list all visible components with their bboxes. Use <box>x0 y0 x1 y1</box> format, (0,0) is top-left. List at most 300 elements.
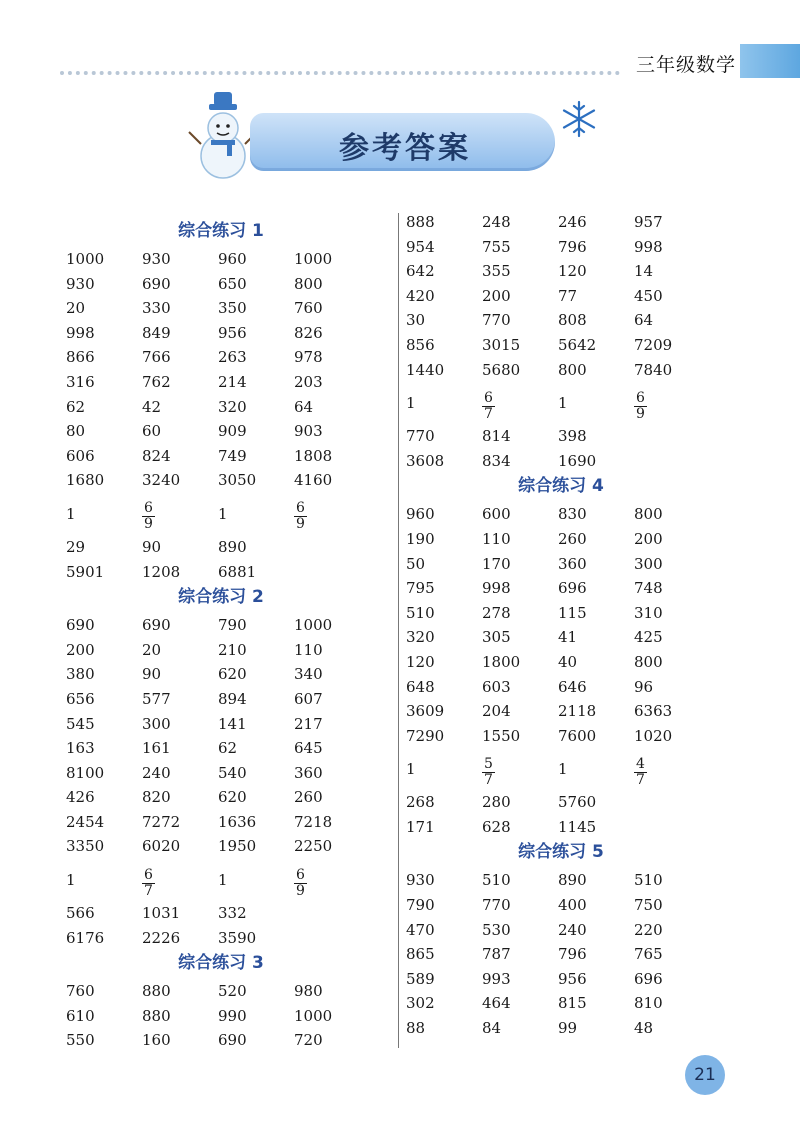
answer-cell: 204 <box>482 702 511 721</box>
answer-row <box>406 790 726 815</box>
answer-cell: 203 <box>294 372 323 391</box>
answer-cell: 990 <box>218 1006 247 1025</box>
fraction <box>142 501 155 532</box>
answer-row <box>66 810 386 835</box>
answer-cell: 755 <box>482 237 511 256</box>
answers-right-column <box>406 210 726 1041</box>
answer-row <box>406 210 726 235</box>
answer-cell: 808 <box>558 311 587 330</box>
answer-cell: 998 <box>482 579 511 598</box>
answer-cell: 80 <box>66 422 86 441</box>
answer-cell <box>142 495 218 532</box>
answer-cell: 957 <box>634 213 663 231</box>
answer-cell: 40 <box>558 652 578 671</box>
answer-cell: 240 <box>558 920 587 939</box>
answer-cell: 60 <box>142 422 162 441</box>
answer-cell: 170 <box>482 554 511 573</box>
numerator: 6 <box>636 389 645 406</box>
answer-row <box>66 1004 386 1029</box>
answer-cell: 260 <box>294 788 323 807</box>
answer-cell: 7218 <box>294 812 333 831</box>
answer-cell: 420 <box>406 286 435 305</box>
answer-cell: 48 <box>634 1019 654 1038</box>
answer-cell: 330 <box>142 299 171 318</box>
denominator: 7 <box>636 771 645 788</box>
answer-row <box>66 785 386 810</box>
answer-cell: 690 <box>66 616 95 635</box>
answer-cell: 240 <box>142 763 171 782</box>
answer-cell: 550 <box>66 1031 95 1050</box>
answer-cell: 956 <box>558 969 587 988</box>
answer-cell: 1000 <box>294 1006 333 1025</box>
answer-cell: 41 <box>558 628 578 647</box>
answer-cell: 956 <box>218 323 247 342</box>
answer-cell: 2226 <box>142 928 181 947</box>
answer-cell: 606 <box>66 446 95 465</box>
answer-cell: 2118 <box>558 702 597 721</box>
answer-cell: 20 <box>142 640 162 659</box>
denominator: 9 <box>144 516 153 533</box>
answer-cell: 3240 <box>142 471 181 490</box>
answer-cell: 300 <box>142 714 171 733</box>
answer-cell <box>294 862 370 899</box>
answer-cell: 765 <box>634 945 663 964</box>
answer-row <box>406 1016 726 1041</box>
answer-cell: 1800 <box>482 652 521 671</box>
answer-cell: 6881 <box>218 562 257 581</box>
answer-cell: 3015 <box>482 335 521 354</box>
answer-cell: 993 <box>482 969 511 988</box>
answer-cell: 5642 <box>558 335 597 354</box>
answer-row <box>406 552 726 577</box>
answer-cell: 88 <box>406 1019 426 1038</box>
answer-cell: 280 <box>482 793 511 812</box>
fraction <box>294 868 307 899</box>
column-divider <box>398 213 399 1048</box>
numerator: 6 <box>144 866 153 883</box>
numerator: 4 <box>636 755 645 772</box>
answer-row <box>66 296 386 321</box>
answer-cell: 865 <box>406 945 435 964</box>
answer-cell: 894 <box>218 689 247 708</box>
section-answers <box>66 247 386 584</box>
answer-cell: 2454 <box>66 812 105 831</box>
section-answers <box>66 613 386 950</box>
answer-cell: 260 <box>558 529 587 548</box>
answer-cell: 760 <box>66 982 95 1001</box>
answer-cell: 909 <box>218 422 247 441</box>
answer-row <box>406 724 726 749</box>
answer-cell <box>294 495 370 532</box>
answer-cell: 690 <box>142 616 171 635</box>
numerator: 5 <box>484 755 493 772</box>
answer-cell: 766 <box>142 348 171 367</box>
section-title: 综合练习 5 <box>518 842 604 863</box>
answer-cell: 20 <box>66 299 86 318</box>
answer-cell: 3609 <box>406 702 445 721</box>
answer-row <box>66 926 386 951</box>
answer-cell: 696 <box>558 579 587 598</box>
answer-cell: 930 <box>406 871 435 890</box>
answer-cell: 824 <box>142 446 171 465</box>
answer-cell: 278 <box>482 603 511 622</box>
answer-cell: 7600 <box>558 726 597 745</box>
answer-cell: 320 <box>406 628 435 647</box>
answer-cell: 1808 <box>294 446 333 465</box>
answer-cell: 856 <box>406 335 435 354</box>
answer-cell: 190 <box>406 529 435 548</box>
answer-cell: 749 <box>218 446 247 465</box>
answer-cell: 866 <box>66 348 95 367</box>
answer-cell: 1550 <box>482 726 521 745</box>
answer-cell: 540 <box>218 763 247 782</box>
answer-row <box>66 687 386 712</box>
answer-row <box>66 712 386 737</box>
answer-cell: 160 <box>142 1031 171 1050</box>
answer-row <box>66 1028 386 1053</box>
answer-cell: 263 <box>218 348 247 367</box>
answer-cell: 880 <box>142 982 171 1001</box>
numerator: 6 <box>484 389 493 406</box>
answer-row <box>66 493 386 535</box>
answer-cell: 5760 <box>558 793 597 812</box>
section-answers <box>406 868 726 1040</box>
answer-cell: 954 <box>406 237 435 256</box>
answer-cell: 1145 <box>558 817 597 836</box>
banner-title: 参考答案 <box>339 131 471 166</box>
answer-cell: 510 <box>482 871 511 890</box>
answer-row <box>406 424 726 449</box>
answer-cell: 762 <box>142 372 171 391</box>
answer-cell: 930 <box>66 274 95 293</box>
header-tab-decoration <box>740 44 800 78</box>
answer-cell: 115 <box>558 603 587 622</box>
answer-cell: 96 <box>634 677 654 696</box>
answer-cell: 200 <box>482 286 511 305</box>
numerator: 6 <box>144 500 153 517</box>
answer-cell: 163 <box>66 739 95 758</box>
answer-cell: 77 <box>558 286 578 305</box>
denominator: 7 <box>144 882 153 899</box>
answer-cell: 790 <box>218 616 247 635</box>
answer-cell: 4160 <box>294 471 333 490</box>
answer-row <box>406 358 726 383</box>
answer-cell: 566 <box>66 904 95 923</box>
answer-cell: 787 <box>482 945 511 964</box>
answer-cell: 360 <box>294 763 323 782</box>
answer-cell: 589 <box>406 969 435 988</box>
answer-cell: 1 <box>406 393 416 412</box>
answer-row <box>406 333 726 358</box>
answer-cell: 7840 <box>634 360 673 379</box>
answer-cell: 1 <box>558 393 568 412</box>
answer-row <box>406 625 726 650</box>
answer-cell: 834 <box>482 451 511 470</box>
answer-cell: 820 <box>142 788 171 807</box>
answer-cell: 620 <box>218 788 247 807</box>
answer-cell: 1000 <box>294 250 333 268</box>
answer-row <box>66 859 386 901</box>
fraction <box>634 757 647 788</box>
denominator: 9 <box>296 516 305 533</box>
answer-cell: 30 <box>406 311 426 330</box>
answer-cell: 99 <box>558 1019 578 1038</box>
answer-cell: 398 <box>558 427 587 446</box>
answer-cell: 3050 <box>218 471 257 490</box>
answer-cell: 998 <box>634 237 663 256</box>
answer-cell: 620 <box>218 665 247 684</box>
section-title: 综合练习 3 <box>178 953 264 974</box>
answer-row <box>66 468 386 493</box>
answer-cell: 310 <box>634 603 663 622</box>
answer-cell: 800 <box>294 274 323 293</box>
answer-cell: 3350 <box>66 837 105 856</box>
answer-row <box>406 449 726 474</box>
answer-cell: 2250 <box>294 837 333 856</box>
fraction <box>634 391 647 422</box>
answer-row <box>406 699 726 724</box>
answer-cell: 400 <box>558 896 587 915</box>
answer-cell: 332 <box>218 904 247 923</box>
answer-row <box>66 444 386 469</box>
answer-cell: 810 <box>634 994 663 1013</box>
answer-cell: 770 <box>482 896 511 915</box>
answer-cell: 1636 <box>218 812 257 831</box>
answer-cell: 960 <box>218 250 247 268</box>
answer-cell: 29 <box>66 537 86 556</box>
answer-cell: 6176 <box>66 928 105 947</box>
answer-cell: 110 <box>294 640 323 659</box>
answer-cell: 110 <box>482 529 511 548</box>
answer-cell: 1 <box>558 759 568 778</box>
answer-cell: 770 <box>482 311 511 330</box>
answer-cell: 426 <box>66 788 95 807</box>
answer-cell: 450 <box>634 286 663 305</box>
answer-cell <box>634 751 710 788</box>
answer-cell: 980 <box>294 982 323 1001</box>
answer-cell: 3590 <box>218 928 257 947</box>
answer-cell: 648 <box>406 677 435 696</box>
answer-cell: 217 <box>294 714 323 733</box>
answer-cell: 510 <box>634 871 663 890</box>
answer-cell: 470 <box>406 920 435 939</box>
page-number: 21 <box>685 1055 725 1095</box>
answer-cell: 1950 <box>218 837 257 856</box>
answer-cell: 826 <box>294 323 323 342</box>
answer-cell: 64 <box>634 311 654 330</box>
section-answers <box>406 502 726 839</box>
answer-row <box>66 560 386 585</box>
answer-cell: 141 <box>218 714 247 733</box>
answer-cell: 200 <box>634 529 663 548</box>
answer-cell: 1 <box>406 759 416 778</box>
answer-row <box>66 247 386 272</box>
section-answers <box>66 979 386 1053</box>
answer-cell: 161 <box>142 739 171 758</box>
answer-row <box>66 345 386 370</box>
answer-cell: 248 <box>482 213 511 231</box>
answer-row <box>406 893 726 918</box>
answer-cell: 880 <box>142 1006 171 1025</box>
section-title: 综合练习 4 <box>518 476 604 497</box>
answer-cell: 748 <box>634 579 663 598</box>
answer-cell: 302 <box>406 994 435 1013</box>
answer-cell: 690 <box>218 1031 247 1050</box>
answer-cell <box>482 751 558 788</box>
answer-cell: 642 <box>406 262 435 281</box>
answer-row <box>66 419 386 444</box>
answer-cell: 7272 <box>142 812 181 831</box>
answer-cell: 6020 <box>142 837 181 856</box>
answer-row <box>406 650 726 675</box>
answer-row <box>66 613 386 638</box>
answer-cell: 800 <box>634 505 663 524</box>
answer-row <box>66 736 386 761</box>
fraction <box>294 501 307 532</box>
answer-cell: 200 <box>66 640 95 659</box>
answer-cell: 6363 <box>634 702 673 721</box>
answer-cell <box>142 862 218 899</box>
answer-row <box>406 502 726 527</box>
answer-cell: 64 <box>294 397 314 416</box>
answer-cell: 795 <box>406 579 435 598</box>
answer-cell: 796 <box>558 945 587 964</box>
answer-cell: 7290 <box>406 726 445 745</box>
answer-cell: 750 <box>634 896 663 915</box>
answer-row <box>406 675 726 700</box>
answer-row <box>66 370 386 395</box>
answer-cell: 998 <box>66 323 95 342</box>
answer-cell: 800 <box>634 652 663 671</box>
answer-row <box>66 535 386 560</box>
answer-cell: 7209 <box>634 335 673 354</box>
answer-cell: 510 <box>406 603 435 622</box>
answer-cell: 90 <box>142 665 162 684</box>
answer-cell: 600 <box>482 505 511 524</box>
denominator: 9 <box>296 882 305 899</box>
answer-cell: 62 <box>218 739 238 758</box>
answer-cell: 814 <box>482 427 511 446</box>
answer-cell: 1208 <box>142 562 181 581</box>
numerator: 6 <box>296 500 305 517</box>
answer-row <box>406 382 726 424</box>
answer-row <box>406 918 726 943</box>
answer-cell: 760 <box>294 299 323 318</box>
answer-cell: 14 <box>634 262 654 281</box>
answer-cell: 530 <box>482 920 511 939</box>
answer-cell: 1 <box>218 870 228 889</box>
answer-cell: 790 <box>406 896 435 915</box>
fraction <box>482 757 495 788</box>
answer-cell: 645 <box>294 739 323 758</box>
answer-cell: 464 <box>482 994 511 1013</box>
answer-row <box>66 979 386 1004</box>
answer-cell: 607 <box>294 689 323 708</box>
denominator: 7 <box>484 405 493 422</box>
answer-cell: 1 <box>218 504 228 523</box>
answer-cell: 903 <box>294 422 323 441</box>
answer-cell: 42 <box>142 397 162 416</box>
answer-row <box>66 662 386 687</box>
answer-cell: 305 <box>482 628 511 647</box>
answer-cell: 849 <box>142 323 171 342</box>
answer-cell: 577 <box>142 689 171 708</box>
answer-cell: 1031 <box>142 904 181 923</box>
answer-row <box>406 748 726 790</box>
answer-row <box>66 395 386 420</box>
answer-cell: 50 <box>406 554 426 573</box>
answer-cell: 650 <box>218 274 247 293</box>
answer-row <box>66 834 386 859</box>
answer-cell: 545 <box>66 714 95 733</box>
answer-row <box>66 761 386 786</box>
answer-cell: 520 <box>218 982 247 1001</box>
answer-cell: 214 <box>218 372 247 391</box>
answer-row <box>406 259 726 284</box>
fraction <box>482 391 495 422</box>
answer-cell: 350 <box>218 299 247 318</box>
answer-cell: 628 <box>482 817 511 836</box>
answer-row <box>406 942 726 967</box>
answer-cell: 1440 <box>406 360 445 379</box>
answer-row <box>406 601 726 626</box>
answer-cell: 210 <box>218 640 247 659</box>
answer-row <box>66 321 386 346</box>
answer-cell: 171 <box>406 817 435 836</box>
answer-cell: 930 <box>142 250 171 268</box>
answer-cell: 5680 <box>482 360 521 379</box>
answer-cell: 720 <box>294 1031 323 1050</box>
fraction <box>142 868 155 899</box>
answer-cell <box>634 385 710 422</box>
answer-row <box>406 527 726 552</box>
answer-cell: 320 <box>218 397 247 416</box>
answer-cell: 603 <box>482 677 511 696</box>
answer-cell: 1680 <box>66 471 105 490</box>
answer-cell: 770 <box>406 427 435 446</box>
answer-row <box>406 967 726 992</box>
answer-cell: 656 <box>66 689 95 708</box>
answer-row <box>406 815 726 840</box>
answer-cell: 425 <box>634 628 663 647</box>
answer-cell: 796 <box>558 237 587 256</box>
answer-cell: 5901 <box>66 562 105 581</box>
snowman-icon <box>185 90 257 180</box>
answer-row <box>66 638 386 663</box>
answer-cell: 84 <box>482 1019 502 1038</box>
answer-cell: 120 <box>558 262 587 281</box>
answer-cell: 1020 <box>634 726 673 745</box>
answer-cell: 268 <box>406 793 435 812</box>
header-dotted-line <box>60 71 620 75</box>
answer-row <box>406 235 726 260</box>
answer-cell: 246 <box>558 213 587 231</box>
answer-cell: 690 <box>142 274 171 293</box>
answer-cell: 3608 <box>406 451 445 470</box>
answer-cell: 646 <box>558 677 587 696</box>
answer-cell: 888 <box>406 213 435 231</box>
answer-row <box>406 308 726 333</box>
answer-row <box>406 868 726 893</box>
answer-row <box>406 576 726 601</box>
answer-row <box>66 272 386 297</box>
answer-cell: 220 <box>634 920 663 939</box>
answer-cell: 815 <box>558 994 587 1013</box>
snowflake-icon <box>560 100 598 138</box>
answer-cell: 316 <box>66 372 95 391</box>
denominator: 7 <box>484 771 493 788</box>
answer-cell <box>482 385 558 422</box>
